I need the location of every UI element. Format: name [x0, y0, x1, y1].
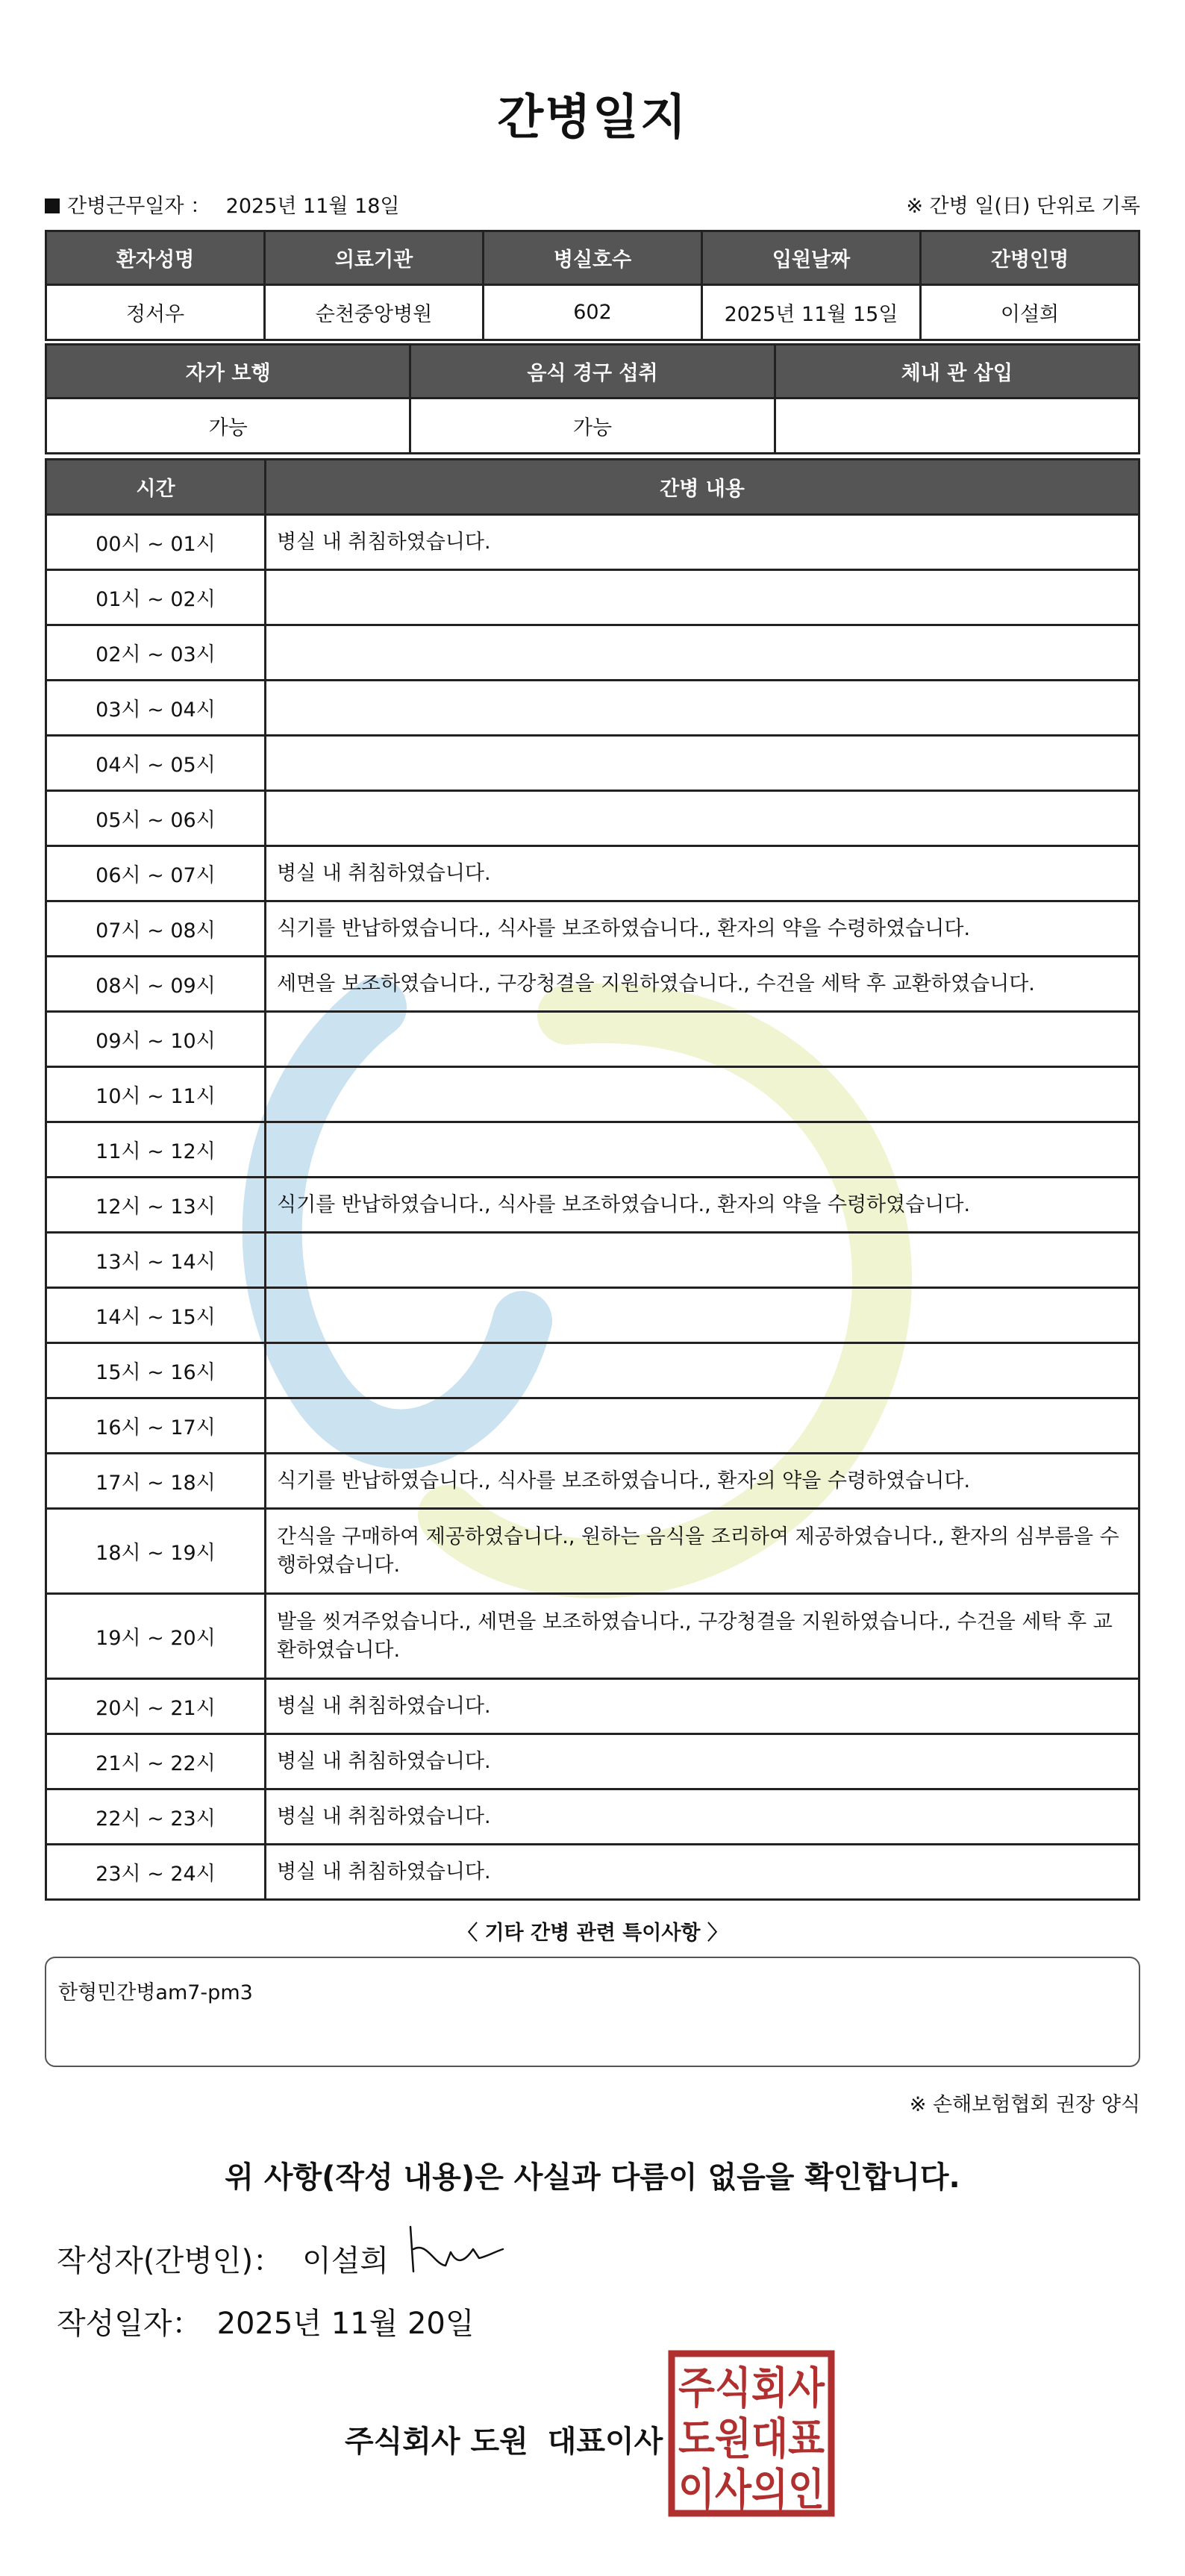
header-room: 병실호수	[484, 231, 702, 285]
meta-row	[45, 190, 1140, 219]
care-content: 병실 내 취침하였습니다.	[266, 846, 1139, 901]
care-time: 19시 ~ 20시	[46, 1594, 266, 1679]
hospital-name: 순천중앙병원	[265, 285, 484, 340]
patient-info-table	[45, 230, 1140, 341]
care-time: 14시 ~ 15시	[46, 1288, 266, 1343]
care-time: 09시 ~ 10시	[46, 1012, 266, 1067]
care-content: 간식을 구매하여 제공하였습니다., 원하는 음식을 조리하여 제공하였습니다., 환자의 심부름을 수행하였습니다.	[266, 1509, 1139, 1594]
care-log-row	[46, 570, 1139, 625]
write-date-value: 2025년 11월 20일	[216, 2307, 475, 2341]
care-content: 병실 내 취침하였습니다.	[266, 1789, 1139, 1845]
care-time: 08시 ~ 09시	[46, 957, 266, 1012]
care-log-row	[46, 957, 1139, 1012]
care-content: 병실 내 취침하였습니다.	[266, 515, 1139, 570]
writer-label: 작성자(간병인)：	[57, 2244, 284, 2278]
care-content: 병실 내 취침하였습니다.	[266, 1734, 1139, 1789]
care-log-row	[46, 1789, 1139, 1845]
care-log-row	[46, 1067, 1139, 1122]
square-bullet-icon	[45, 198, 60, 213]
seal-line-1: 주식회사	[678, 2363, 825, 2413]
care-log-row	[46, 681, 1139, 736]
care-time: 15시 ~ 16시	[46, 1343, 266, 1398]
care-content	[266, 1288, 1139, 1343]
care-log-row	[46, 1734, 1139, 1789]
header-oral-intake: 음식 경구 섭취	[410, 345, 775, 398]
header-care-content: 간병 내용	[266, 460, 1139, 515]
care-log-row	[46, 901, 1139, 957]
care-log-row	[46, 1012, 1139, 1067]
write-date-line	[57, 2300, 475, 2342]
signature	[404, 2219, 509, 2279]
company-name: 주식회사 도원	[345, 2425, 528, 2459]
care-time: 23시 ~ 24시	[46, 1845, 266, 1900]
care-time: 06시 ~ 07시	[46, 846, 266, 901]
care-log-row	[46, 1288, 1139, 1343]
daily-record-note: ※ 간병 일(日) 단위로 기록	[906, 195, 1140, 218]
care-content: 병실 내 취침하였습니다.	[266, 1845, 1139, 1900]
care-log-row	[46, 1398, 1139, 1454]
admission-date: 2025년 11월 15일	[702, 285, 921, 340]
other-notes-content: 한형민간병am7-pm3	[58, 1981, 253, 2004]
care-content	[266, 1122, 1139, 1178]
page-title: 간병일지	[497, 90, 688, 146]
care-time: 18시 ~ 19시	[46, 1509, 266, 1594]
care-content	[266, 1067, 1139, 1122]
work-date	[45, 190, 400, 219]
header-walking: 자가 보행	[46, 345, 410, 398]
care-content	[266, 1012, 1139, 1067]
care-content	[266, 736, 1139, 791]
care-log-row	[46, 846, 1139, 901]
confirmation-statement: 위 사항(작성 내용)은 사실과 다름이 없음을 확인합니다.	[225, 2160, 960, 2195]
header-time: 시간	[46, 460, 266, 515]
care-log-row	[46, 1178, 1139, 1233]
care-time: 03시 ~ 04시	[46, 681, 266, 736]
other-notes-title: 〈 기타 간병 관련 특이사항 〉	[457, 1922, 728, 1945]
company-title: 대표이사	[547, 2425, 663, 2459]
care-content: 식기를 반납하였습니다., 식사를 보조하였습니다., 환자의 약을 수령하였습니다.	[266, 1454, 1139, 1509]
patient-name: 정서우	[46, 285, 265, 340]
header-caregiver-name: 간병인명	[921, 231, 1139, 285]
care-log-row	[46, 1233, 1139, 1288]
care-time: 13시 ~ 14시	[46, 1233, 266, 1288]
care-log-row	[46, 791, 1139, 846]
care-content	[266, 570, 1139, 625]
care-time: 02시 ~ 03시	[46, 625, 266, 681]
care-log-row	[46, 625, 1139, 681]
care-log-row	[46, 1343, 1139, 1398]
care-log-row	[46, 1845, 1139, 1900]
care-log-row	[46, 1594, 1139, 1679]
care-log-row	[46, 736, 1139, 791]
other-notes-box	[45, 1957, 1140, 2067]
header-patient-name: 환자성명	[46, 231, 265, 285]
care-log-row	[46, 515, 1139, 570]
writer-line	[57, 2237, 389, 2280]
writer-name: 이설희	[302, 2244, 389, 2278]
care-content: 식기를 반납하였습니다., 식사를 보조하였습니다., 환자의 약을 수령하였습니다.	[266, 901, 1139, 957]
oral-intake-status: 가능	[410, 398, 775, 454]
care-time: 10시 ~ 11시	[46, 1067, 266, 1122]
walking-status: 가능	[46, 398, 410, 454]
seal-line-3: 이사의인	[678, 2464, 825, 2515]
room-number: 602	[484, 285, 702, 340]
care-content	[266, 1398, 1139, 1454]
care-time: 07시 ~ 08시	[46, 901, 266, 957]
care-log-row	[46, 1679, 1139, 1734]
care-content	[266, 681, 1139, 736]
care-log-row	[46, 1509, 1139, 1594]
care-content	[266, 1233, 1139, 1288]
header-tube-insertion: 체내 관 삽입	[775, 345, 1139, 398]
company-seal-stamp	[667, 2349, 836, 2518]
work-date-value: 2025년 11월 18일	[225, 195, 400, 218]
care-time: 20시 ~ 21시	[46, 1679, 266, 1734]
care-time: 11시 ~ 12시	[46, 1122, 266, 1178]
care-content	[266, 1343, 1139, 1398]
care-time: 01시 ~ 02시	[46, 570, 266, 625]
care-log-row	[46, 1454, 1139, 1509]
recommendation-note: ※ 손해보험협회 권장 양식	[909, 2093, 1140, 2116]
company-line	[345, 2418, 663, 2460]
seal-line-2: 도원대표	[678, 2413, 825, 2464]
care-time: 21시 ~ 22시	[46, 1734, 266, 1789]
care-time: 05시 ~ 06시	[46, 791, 266, 846]
care-log-table	[45, 458, 1140, 1901]
care-time: 04시 ~ 05시	[46, 736, 266, 791]
header-admission-date: 입원날짜	[702, 231, 921, 285]
tube-insertion-status	[775, 398, 1139, 454]
caregiver-name: 이설희	[921, 285, 1139, 340]
care-time: 22시 ~ 23시	[46, 1789, 266, 1845]
patient-status-table	[45, 343, 1140, 454]
care-content: 식기를 반납하였습니다., 식사를 보조하였습니다., 환자의 약을 수령하였습니다.	[266, 1178, 1139, 1233]
care-time: 17시 ~ 18시	[46, 1454, 266, 1509]
care-content: 병실 내 취침하였습니다.	[266, 1679, 1139, 1734]
care-time: 12시 ~ 13시	[46, 1178, 266, 1233]
write-date-label: 작성일자：	[57, 2307, 202, 2341]
care-content: 발을 씻겨주었습니다., 세면을 보조하였습니다., 구강청결을 지원하였습니다., 수건을 세탁 후 교환하였습니다.	[266, 1594, 1139, 1679]
care-content: 세면을 보조하였습니다., 구강청결을 지원하였습니다., 수건을 세탁 후 교환하였습니다.	[266, 957, 1139, 1012]
work-date-label: 간병근무일자 ：	[67, 195, 211, 218]
care-content	[266, 625, 1139, 681]
care-time: 16시 ~ 17시	[46, 1398, 266, 1454]
care-log-row	[46, 1122, 1139, 1178]
care-time: 00시 ~ 01시	[46, 515, 266, 570]
care-content	[266, 791, 1139, 846]
header-hospital: 의료기관	[265, 231, 484, 285]
